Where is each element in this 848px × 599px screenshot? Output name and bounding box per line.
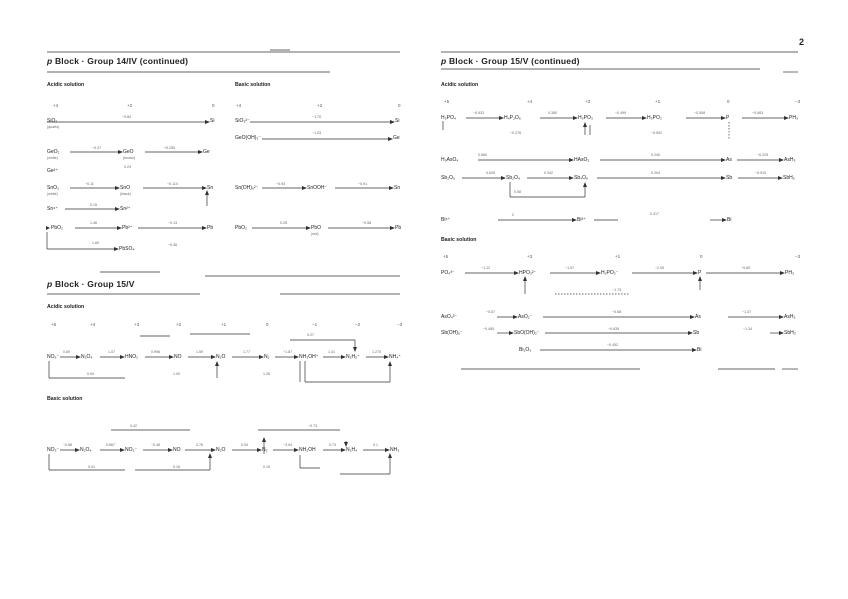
- g15cb-ox-4: 0: [700, 254, 703, 259]
- g15-ox-8: −2: [355, 322, 361, 327]
- g15c-as-b: HAsO₂: [574, 157, 590, 163]
- g15c-as-a: H₃AsO₄: [441, 157, 459, 163]
- arrowhead: [688, 331, 693, 335]
- arrowhead: [698, 276, 702, 281]
- g15c-bi-pot1: 2: [512, 213, 514, 217]
- g15c-sb-b: Sb₂O₄: [506, 175, 520, 181]
- g14b-ge-b: Ge: [393, 135, 400, 141]
- g15cb-as-d: AsH₃: [784, 314, 796, 320]
- arrowhead: [384, 355, 389, 359]
- g15c-ox-2: +4: [527, 99, 533, 104]
- arrowhead: [779, 315, 784, 319]
- arrowhead: [114, 247, 119, 251]
- arrowhead: [202, 226, 207, 230]
- g15b-long-4: 0.15: [263, 465, 270, 469]
- g15c-as-d: AsH₃: [784, 157, 796, 163]
- g15b-pot-7: 0.73: [329, 443, 336, 447]
- g15b-sp-6: N₂: [262, 447, 268, 453]
- group15c-title-text: Block · Group 15/V (continued): [448, 56, 580, 66]
- g15a-pot-3: 0.996: [151, 350, 160, 354]
- g15cb-sb-a: Sb(OH)₆⁻: [441, 330, 463, 336]
- g15b-long-3: 0.42: [130, 424, 137, 428]
- g15c-as-c: As: [726, 157, 732, 163]
- g15cb-as-pot3: −1.37: [742, 310, 752, 314]
- group14-title-prefix: p: [47, 56, 53, 66]
- g14b-sn-a: Sn(OH)₆²⁻: [235, 185, 259, 191]
- g14-sn-sn2plus: Sn²⁺: [120, 206, 131, 212]
- g14-pb-pot2: −0.13: [168, 221, 178, 225]
- arrowhead: [509, 331, 514, 335]
- arrowhead: [513, 315, 518, 319]
- g14-pb-pot4: −0.36: [168, 243, 178, 247]
- arrowhead: [779, 158, 784, 162]
- arrowhead: [388, 453, 392, 458]
- arrowhead: [115, 186, 120, 190]
- g15cb-p-pot1: −1.12: [481, 266, 491, 270]
- arrowhead: [780, 271, 785, 275]
- g14-pb-pb: Pb: [207, 225, 214, 231]
- g15c-p-pot3: −0.499: [615, 111, 627, 115]
- g15b-sp-7: NH₂OH: [299, 447, 316, 453]
- g15-acid-label: Acidic solution: [47, 304, 85, 310]
- g15cb-p-b: HPO₃²⁻: [519, 270, 537, 276]
- g14b-si-a: SiO₃²⁻: [235, 118, 250, 124]
- g14-acid-ox-1: +4: [53, 103, 59, 108]
- g15-ox-6: 0: [266, 322, 269, 327]
- g15c-ox-3: +3: [585, 99, 591, 104]
- g15-ox-2: +4: [90, 322, 96, 327]
- g14-sn-white: (white): [47, 192, 58, 196]
- g15cb-ox-3: +1: [615, 254, 621, 259]
- g15c-sb-pot4: −0.510: [755, 171, 767, 175]
- g15c-sb-pot2: 0.342: [544, 171, 553, 175]
- g15c-p-pot4: −0.508: [694, 111, 706, 115]
- g15cb-p-pot3: −2.05: [655, 266, 665, 270]
- arrowhead: [259, 355, 264, 359]
- g14b-si-b: Si: [395, 118, 400, 124]
- g15c-bi-a: Bi⁵⁺: [441, 217, 451, 223]
- g15cb-ox-2: +3: [527, 254, 533, 259]
- g15cb-sb-pot3: −1.34: [743, 327, 753, 331]
- arrowhead: [76, 355, 81, 359]
- arrowhead: [501, 176, 506, 180]
- g14b-pb-c: Pb: [395, 225, 402, 231]
- g15c-base-label: Basic solution: [441, 237, 477, 243]
- arrowhead: [722, 218, 727, 222]
- arrowhead: [168, 448, 173, 452]
- g14-base-ox-1: +4: [236, 103, 242, 108]
- g15c-ox-5: 0: [727, 99, 730, 104]
- arrowhead: [75, 448, 80, 452]
- arrowhead: [118, 150, 123, 154]
- arrowhead: [390, 120, 395, 124]
- arrowhead: [583, 122, 587, 127]
- g14-ge-pot1: −0.37: [92, 146, 102, 150]
- g15-base-label: Basic solution: [47, 396, 83, 402]
- arrowhead: [692, 348, 697, 352]
- g15cb-bi-a: Bi₂O₃: [519, 347, 532, 353]
- g15b-sp-4: NO: [173, 447, 181, 453]
- g15b-sp-9: NH₃: [390, 447, 400, 453]
- g15c-p-c: H₃PO₃: [578, 115, 593, 121]
- group15-title-prefix: p: [47, 279, 53, 289]
- g15a-sp-8: N₂H₅⁺: [346, 354, 360, 360]
- g15c-sb-a: Sb₂O₅: [441, 175, 455, 181]
- g15b-sp-8: N₂H₄: [346, 447, 358, 453]
- g15a-pot-4: 1.59: [196, 350, 203, 354]
- g15b-sp-2: N₂O₄: [80, 447, 92, 453]
- g14-ge-ge: Ge: [203, 149, 210, 155]
- arrowhead: [341, 355, 346, 359]
- g15cb-ox-1: +5: [443, 254, 449, 259]
- g15c-bi-pot2: 0.317: [650, 212, 659, 216]
- g14b-pb-pot1: 0.25: [280, 221, 287, 225]
- g15c-sb-e: SbH₃: [783, 175, 795, 181]
- arrowhead: [499, 116, 504, 120]
- g15b-pot-4: 0.76: [196, 443, 203, 447]
- arrowhead: [569, 176, 574, 180]
- arrowhead: [784, 116, 789, 120]
- g14b-ge-a: GeO(OH)₃⁻: [235, 135, 262, 141]
- g15cb-p-e: PH₃: [785, 270, 794, 276]
- arrowhead: [115, 207, 120, 211]
- g15c-p-l2: −0.502: [651, 131, 663, 135]
- g14b-sn-pot2: −0.91: [358, 182, 368, 186]
- g15cb-p-a: PO₄³⁻: [441, 270, 455, 276]
- g15cb-p-d: P: [698, 270, 702, 276]
- g15c-p-l1: −0.276: [510, 131, 522, 135]
- arrowhead: [208, 453, 212, 458]
- g14-sn-pot1: −0.11: [85, 182, 94, 186]
- group15c-title-prefix: p: [441, 56, 447, 66]
- g14-pb-pbso4: PbSO₄: [119, 246, 135, 252]
- g15c-p-a: H₃PO₄: [441, 115, 456, 121]
- arrowhead: [120, 448, 125, 452]
- g15a-sp-4: NO: [174, 354, 182, 360]
- arrowhead: [390, 226, 395, 230]
- g14-ge-white: (white): [47, 156, 58, 160]
- arrowhead: [385, 448, 390, 452]
- g14-sn-black: (black): [120, 192, 131, 196]
- g15c-p-pot1: −0.933: [473, 111, 485, 115]
- page-number: 2: [799, 37, 805, 47]
- g14-sn-sn4plus: Sn⁴⁺: [47, 206, 58, 212]
- g15cb-sb-pot1: −0.465: [483, 327, 495, 331]
- g15cb-p-pot2: −1.57: [565, 266, 575, 270]
- g15-ox-5: +1: [221, 322, 227, 327]
- arrowhead: [302, 186, 307, 190]
- g15b-sp-1: NO₃⁻: [47, 447, 60, 453]
- g15c-sb-pot3: 0.204: [651, 171, 660, 175]
- g14-sn-pot2: −0.114: [167, 182, 178, 186]
- g14b-pb-red: (red): [311, 232, 319, 236]
- g14-si-pot: −0.84: [122, 115, 132, 119]
- g15-ox-7: −1: [312, 322, 318, 327]
- g15c-sb-c: Sb₄O₆: [574, 175, 589, 181]
- arrowhead: [569, 158, 574, 162]
- arrowhead: [306, 226, 311, 230]
- g15b-pot-5: 0.94: [241, 443, 248, 447]
- g15a-long-1: 0.94: [87, 372, 94, 376]
- g15cb-p-l: −1.73: [612, 288, 622, 292]
- g15b-long-2: 0.15: [173, 465, 180, 469]
- g15a-pot-5: 1.77: [243, 350, 250, 354]
- g14b-pb-b: PbO: [311, 225, 322, 231]
- g15a-sp-5: N₂O: [216, 354, 226, 360]
- g15b-long-5: −0.73: [308, 424, 318, 428]
- arrowhead: [523, 276, 527, 281]
- g15a-sp-3: HNO₂: [125, 354, 139, 360]
- g15a-pot-6: −1.87: [283, 350, 293, 354]
- arrowhead: [583, 182, 587, 187]
- g15cb-sb-c: Sb: [693, 330, 700, 336]
- g15c-p-pot5: −0.063: [752, 111, 764, 115]
- arrowhead: [778, 176, 783, 180]
- g15cb-bi-pot1: −0.452: [607, 343, 619, 347]
- arrowhead: [388, 137, 393, 141]
- arrowhead: [693, 271, 698, 275]
- group14-title-text: Block · Group 14/IV (continued): [54, 56, 189, 66]
- g15cb-sb-d: SbH₃: [784, 330, 796, 336]
- g15cb-as-pot2: −0.68: [612, 310, 622, 314]
- g15c-p-b: H₄P₂O₆: [504, 115, 521, 121]
- g15c-bi-b: Bi³⁺: [577, 217, 586, 223]
- g15a-pot-2: 1.07: [108, 350, 115, 354]
- g15a-pot-1: 0.80: [63, 350, 70, 354]
- arrowhead: [389, 186, 394, 190]
- g15b-pot-1: −0.86: [63, 443, 73, 447]
- arrowhead: [642, 116, 647, 120]
- g15c-p-pot2: 0.380: [548, 111, 557, 115]
- arrowhead: [257, 448, 262, 452]
- g14-ge-pot2: +0.255: [164, 146, 176, 150]
- g15b-pot-8: 0.1: [373, 443, 378, 447]
- g15b-pot-3: −0.46: [151, 443, 161, 447]
- arrowhead: [202, 186, 207, 190]
- g15a-pot-7: 1.41: [328, 350, 335, 354]
- arrowhead: [721, 158, 726, 162]
- g15cb-as-pot1: −0.67: [486, 310, 496, 314]
- g14-acid-ox-3: 0: [212, 103, 215, 108]
- arrowhead: [388, 361, 392, 366]
- g14b-sn-pot1: −0.93: [276, 182, 286, 186]
- g14-si-si: Si: [210, 118, 215, 124]
- g14-pb-pbo2: PbO₂: [51, 225, 63, 231]
- g15c-acid-label: Acidic solution: [441, 82, 479, 88]
- g15a-long-2: 1.00: [173, 372, 180, 376]
- g14-base-ox-2: +2: [317, 103, 323, 108]
- g15cb-p-pot4: −0.89: [741, 266, 751, 270]
- group15-title-text: Block · Group 15/V: [54, 279, 135, 289]
- arrowhead: [721, 176, 726, 180]
- g15c-p-f: PH₃: [789, 115, 798, 121]
- g14b-pb-pot2: −0.58: [362, 221, 372, 225]
- g15cb-p-c: H₂PO₂⁻: [601, 270, 619, 276]
- arrowhead: [211, 355, 216, 359]
- g15b-long-1: 0.01: [88, 465, 95, 469]
- arrowhead: [211, 448, 216, 452]
- g15c-ox-4: +1: [655, 99, 661, 104]
- arrowhead: [596, 271, 601, 275]
- arrowhead: [169, 355, 174, 359]
- g14-base-ox-3: 0: [398, 103, 401, 108]
- g14-ge-geo2: GeO₂: [47, 149, 60, 155]
- g15-ox-3: +3: [134, 322, 140, 327]
- g15c-ox-1: +5: [444, 99, 450, 104]
- arrowhead: [514, 271, 519, 275]
- arrowhead: [344, 442, 348, 447]
- g15-ox-4: +2: [176, 322, 182, 327]
- arrowhead: [294, 448, 299, 452]
- g15-ox-1: +5: [51, 322, 57, 327]
- arrowhead: [46, 226, 50, 230]
- g15a-sp-6: N₂: [264, 354, 270, 360]
- arrowhead: [690, 315, 695, 319]
- g14-sn-sno: SnO: [120, 185, 131, 191]
- g15c-as-pot3: −0.225: [757, 153, 769, 157]
- arrowhead: [205, 120, 210, 124]
- g14-pb-pb2plus: Pb²⁺: [122, 225, 133, 231]
- arrowhead: [573, 116, 578, 120]
- arrowhead: [341, 448, 346, 452]
- arrowhead: [205, 190, 209, 195]
- g15a-sp-9: NH₄⁺: [389, 354, 401, 360]
- g14-si-sio2: SiO₂: [47, 118, 58, 124]
- arrowhead: [721, 116, 726, 120]
- arrowhead: [215, 361, 219, 366]
- g15c-ox-6: −3: [795, 99, 801, 104]
- g14-pb-pot3: 1.69: [92, 241, 99, 245]
- arrowhead: [117, 226, 122, 230]
- g15c-as-pot2: 0.240: [651, 153, 660, 157]
- g14b-pb-a: PbO₂: [235, 225, 247, 231]
- g14-sn-sn: Sn: [207, 185, 214, 191]
- g15c-as-pot1: 0.560: [478, 153, 487, 157]
- g14-pb-pot1: 1.46: [90, 221, 97, 225]
- g15a-sp-2: N₂O₄: [81, 354, 93, 360]
- g15a-pot-8: 1.275: [372, 350, 381, 354]
- g15b-sp-3: NO₂⁻: [125, 447, 138, 453]
- g15a-sp-1: NO₃⁻: [47, 354, 60, 360]
- g14b-sn-c: Sn: [394, 185, 401, 191]
- g15c-sb-l: 0.58: [514, 190, 521, 194]
- g15c-bi-c: Bi: [727, 217, 732, 223]
- g14b-si-pot: −1.70: [312, 115, 322, 119]
- arrowhead: [294, 355, 299, 359]
- arrowhead: [779, 331, 784, 335]
- g15cb-as-a: AsO₄³⁻: [441, 314, 458, 320]
- g15a-sp-7: NH₃OH⁺: [299, 354, 319, 360]
- g15cb-sb-b: SbO(OH)₂⁻: [514, 330, 540, 336]
- g15cb-as-b: AsO₂⁻: [518, 314, 533, 320]
- g15cb-ox-5: −3: [795, 254, 801, 259]
- g14-ge-ge2plus: Ge²⁺: [47, 168, 58, 174]
- g15c-p-d: H₃PO₂: [647, 115, 662, 121]
- arrowhead: [120, 355, 125, 359]
- arrowhead: [262, 437, 266, 442]
- arrowhead: [353, 347, 357, 352]
- g15c-sb-pot1: 0.649: [486, 171, 495, 175]
- g15cb-bi-b: Bi: [697, 347, 702, 353]
- g15cb-as-c: As: [695, 314, 701, 320]
- g14-ge-geo: GeO: [123, 149, 134, 155]
- g14-base-label: Basic solution: [235, 82, 271, 88]
- g14-ge-brown: (brown): [123, 156, 136, 160]
- g14b-ge-pot: −1.03: [312, 131, 322, 135]
- g14-acid-label: Acidic solution: [47, 82, 85, 88]
- g15b-pot-2: 0.867: [106, 443, 115, 447]
- g14b-sn-b: SnOOH⁻: [307, 185, 328, 191]
- g15-ox-9: −3: [397, 322, 403, 327]
- g14-sn-pot4: 0.15: [90, 203, 97, 207]
- g14-acid-ox-2: +2: [127, 103, 133, 108]
- g15c-p-e: P: [726, 115, 730, 121]
- g15b-pot-6: −3.04: [283, 443, 293, 447]
- g15c-sb-d: Sb: [726, 175, 733, 181]
- g15cb-sb-pot2: −0.639: [608, 327, 620, 331]
- g14-ge-pot3: 0.24: [124, 165, 131, 169]
- arrowhead: [572, 218, 577, 222]
- g15a-long-4: 0.27: [307, 333, 314, 337]
- g14-si-quartz: (quartz): [47, 125, 60, 129]
- arrowhead: [198, 150, 203, 154]
- g14-sn-sno2: SnO₂: [47, 185, 59, 191]
- g15a-long-3: 1.35: [263, 372, 270, 376]
- g15b-sp-5: N₂O: [216, 447, 226, 453]
